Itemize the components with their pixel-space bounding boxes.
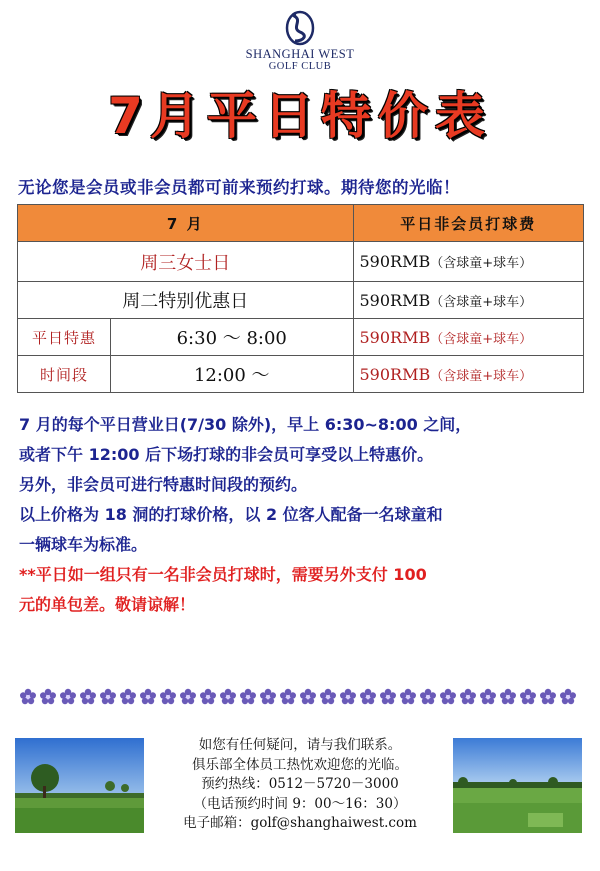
flower-icon <box>460 689 476 704</box>
body-line: 7 月的每个平日营业日(7/30 除外)，早上 6:30~8:00 之间， <box>19 415 472 434</box>
flower-icon <box>480 689 496 704</box>
club-name: SHANGHAI WEST <box>245 47 355 61</box>
club-subname: GOLF CLUB <box>268 61 332 72</box>
table-row <box>18 242 584 282</box>
flower-icon <box>160 689 176 704</box>
slot-time: 6:30 ～ 8:00 <box>111 319 354 356</box>
slot-label-line2: 时间段 <box>18 356 111 393</box>
price-cell <box>353 242 584 282</box>
flower-icon <box>80 689 96 704</box>
flower-icon <box>420 689 436 704</box>
flower-icon <box>400 689 416 704</box>
flower-icon <box>560 689 576 704</box>
flower-icon <box>360 689 376 704</box>
flower-icon <box>120 689 136 704</box>
flower-icon <box>280 689 296 704</box>
price-cell <box>353 282 584 319</box>
booking-hours: （电话预约时间 9：00～16：30） <box>193 795 407 812</box>
table-header-row <box>18 205 584 242</box>
flower-icon <box>540 689 556 704</box>
price-value: 590RMB <box>359 327 431 347</box>
price-value: 590RMB <box>359 364 431 384</box>
flower-icon <box>20 689 36 704</box>
warning-line: 元的单包差。敬请谅解！ <box>19 595 196 614</box>
email[interactable]: 电子邮箱：golf@shanghaiwest.com <box>183 815 417 831</box>
body-line: 或者下午 12:00 后下场打球的非会员可享受以上特惠价。 <box>19 445 434 464</box>
golf-course-photo <box>453 738 582 833</box>
flower-icon <box>240 689 256 704</box>
body-line: 另外，非会员可进行特惠时间段的预约。 <box>19 475 308 494</box>
flower-icon <box>520 689 536 704</box>
table-row <box>18 319 584 356</box>
contact-info <box>160 736 440 834</box>
warning-line: **平日如一组只有一名非会员打球时，需要另外支付 100 <box>19 565 427 584</box>
price-cell <box>353 319 584 356</box>
flower-icon <box>500 689 516 704</box>
flower-icon <box>380 689 396 704</box>
price-note: （含球童+球车） <box>430 331 533 347</box>
flower-icon <box>320 689 336 704</box>
swan-emblem-icon <box>283 8 317 48</box>
header-fee: 平日非会员打球费 <box>353 205 584 242</box>
table-row <box>18 356 584 393</box>
flower-icon <box>100 689 116 704</box>
ladies-day-label: 周三女士日 <box>18 242 354 282</box>
flower-icon <box>60 689 76 704</box>
flower-divider <box>20 686 580 708</box>
flower-icon <box>340 689 356 704</box>
page-title: 7月平日特价表 <box>108 87 492 145</box>
club-logo <box>0 8 600 73</box>
price-value: 590RMB <box>359 252 431 271</box>
flower-icon <box>40 689 56 704</box>
price-note: （含球童+球车） <box>430 256 533 271</box>
body-text <box>19 410 589 620</box>
flower-icon <box>200 689 216 704</box>
price-cell <box>353 356 584 393</box>
golf-course-photo <box>15 738 144 833</box>
slot-time: 12:00 ～ <box>111 356 354 393</box>
price-note: （含球童+球车） <box>430 368 533 384</box>
contact-line: 如您有任何疑问，请与我们联系。 <box>198 737 402 753</box>
flower-icon <box>180 689 196 704</box>
price-table <box>17 204 584 393</box>
slot-label-line1: 平日特惠 <box>18 319 111 356</box>
price-value: 590RMB <box>359 290 431 310</box>
flower-icon <box>300 689 316 704</box>
header-month: 7 月 <box>18 205 354 242</box>
tuesday-special-label: 周二特别优惠日 <box>18 282 354 319</box>
flower-icon <box>440 689 456 704</box>
price-note: （含球童+球车） <box>430 294 533 310</box>
flower-icon <box>220 689 236 704</box>
contact-line: 俱乐部全体员工热忱欢迎您的光临。 <box>192 756 408 773</box>
page-subtitle: 无论您是会员或非会员都可前来预约打球。期待您的光临！ <box>18 178 460 197</box>
flower-icon <box>140 689 156 704</box>
body-line: 一辆球车为标准。 <box>19 535 148 554</box>
hotline: 预约热线：0512－5720－3000 <box>201 776 399 792</box>
table-row <box>18 282 584 319</box>
flower-icon <box>260 689 276 704</box>
body-line: 以上价格为 18 洞的打球价格，以 2 位客人配备一名球童和 <box>19 505 443 524</box>
